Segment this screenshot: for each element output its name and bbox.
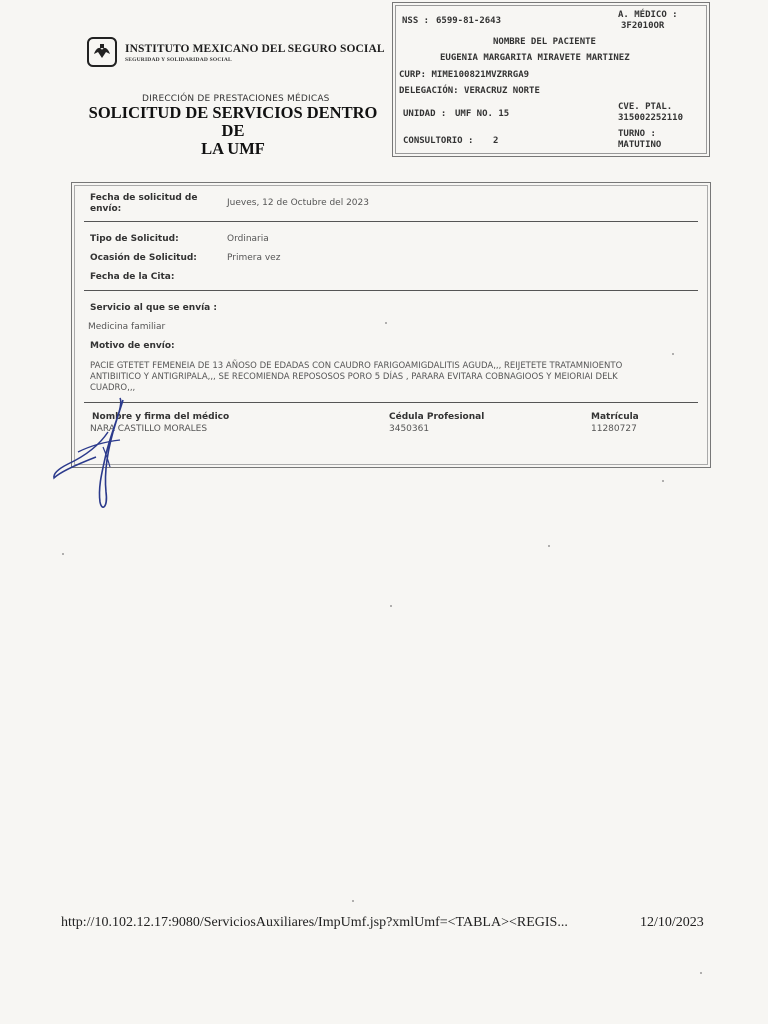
request-type-label: Tipo de Solicitud: bbox=[90, 234, 179, 244]
cve-label: CVE. PTAL. bbox=[618, 102, 673, 112]
scan-speck bbox=[352, 900, 354, 902]
request-occasion-value: Primera vez bbox=[227, 253, 281, 263]
reason-line-3: CUADRO,,, bbox=[90, 383, 136, 393]
scan-speck bbox=[662, 480, 664, 482]
reason-text bbox=[90, 361, 680, 394]
license-value: 3450361 bbox=[389, 424, 430, 434]
send-date-label-2: envío: bbox=[90, 204, 122, 214]
doctor-signature-label: Nombre y firma del médico bbox=[92, 412, 230, 422]
license-label: Cédula Profesional bbox=[389, 412, 485, 422]
divider-1 bbox=[84, 221, 698, 222]
consultorio-value: 2 bbox=[493, 136, 499, 146]
cve-value: 315002252110 bbox=[618, 113, 684, 123]
institution-name: INSTITUTO MEXICANO DEL SEGURO SOCIAL bbox=[125, 43, 385, 55]
medico-label: A. MÉDICO : bbox=[618, 10, 678, 20]
employee-id-label: Matrícula bbox=[591, 412, 639, 422]
consultorio-label: CONSULTORIO : bbox=[403, 136, 474, 146]
scan-speck bbox=[385, 322, 387, 324]
scan-speck bbox=[390, 605, 392, 607]
turno-value: MATUTINO bbox=[618, 140, 662, 150]
unidad-value: UMF NO. 15 bbox=[455, 109, 510, 119]
patient-name: EUGENIA MARGARITA MIRAVETE MARTINEZ bbox=[440, 53, 630, 63]
reason-line-2: ANTIBIITICO Y ANTIGRIPALA,,, SE RECOMIENDA REPOSOSOS PORO 5 DÍAS , PARARA EVITARA COBNAGIOOS Y MEIORIAI DELK bbox=[90, 372, 618, 382]
request-type-value: Ordinaria bbox=[227, 234, 269, 244]
service-label: Servicio al que se envía : bbox=[90, 303, 217, 313]
footer-date: 12/10/2023 bbox=[640, 915, 704, 930]
turno-label: TURNO : bbox=[618, 129, 656, 139]
eagle-emblem-icon bbox=[90, 40, 114, 64]
divider-3 bbox=[84, 402, 698, 403]
scan-speck bbox=[700, 972, 702, 974]
footer-url: http://10.102.12.17:9080/ServiciosAuxiliares/ImpUmf.jsp?xmlUmf=<TABLA><REGIS... bbox=[61, 915, 568, 930]
curp: CURP: MIME100821MVZRRGA9 bbox=[399, 70, 530, 80]
request-form-inner bbox=[74, 185, 708, 465]
institution-subtitle: SEGURIDAD Y SOLIDARIDAD SOCIAL bbox=[125, 57, 232, 63]
send-date-value: Jueves, 12 de Octubre del 2023 bbox=[227, 198, 369, 208]
divider-2 bbox=[84, 290, 698, 291]
patient-name-label: NOMBRE DEL PACIENTE bbox=[493, 37, 596, 47]
request-occasion-label: Ocasión de Solicitud: bbox=[90, 253, 197, 263]
scan-speck bbox=[672, 353, 674, 355]
imss-logo bbox=[87, 37, 117, 67]
scan-speck bbox=[62, 553, 64, 555]
employee-id-value: 11280727 bbox=[591, 424, 637, 434]
handwritten-signature bbox=[48, 392, 148, 517]
reason-line-1: PACIE GTETET FEMENEIA DE 13 AÑOSO DE EDADAS CON CAUDRO FARIGOAMIGDALITIS AGUDA,,, REIJETETE TRATAMNIOENTO bbox=[90, 361, 623, 371]
unidad-label: UNIDAD : bbox=[403, 109, 447, 119]
nss-label: NSS : bbox=[402, 16, 430, 26]
delegacion: DELEGACIÓN: VERACRUZ NORTE bbox=[399, 86, 540, 96]
scan-speck bbox=[548, 545, 550, 547]
appointment-date-label: Fecha de la Cita: bbox=[90, 272, 175, 282]
title-line-1: SOLICITUD DE SERVICIOS DENTRO DE bbox=[88, 103, 378, 140]
title-line-2: LA UMF bbox=[201, 139, 265, 158]
page-title bbox=[78, 104, 388, 158]
medico-value: 3F2010OR bbox=[621, 21, 665, 31]
direction-label: DIRECCIÓN DE PRESTACIONES MÉDICAS bbox=[142, 94, 330, 104]
send-date-label-1: Fecha de solicitud de bbox=[90, 193, 198, 203]
service-value: Medicina familiar bbox=[88, 322, 166, 332]
reason-label: Motivo de envío: bbox=[90, 341, 175, 351]
doctor-name: NARA CASTILLO MORALES bbox=[90, 424, 208, 434]
nss-value: 6599-81-2643 bbox=[436, 16, 502, 26]
